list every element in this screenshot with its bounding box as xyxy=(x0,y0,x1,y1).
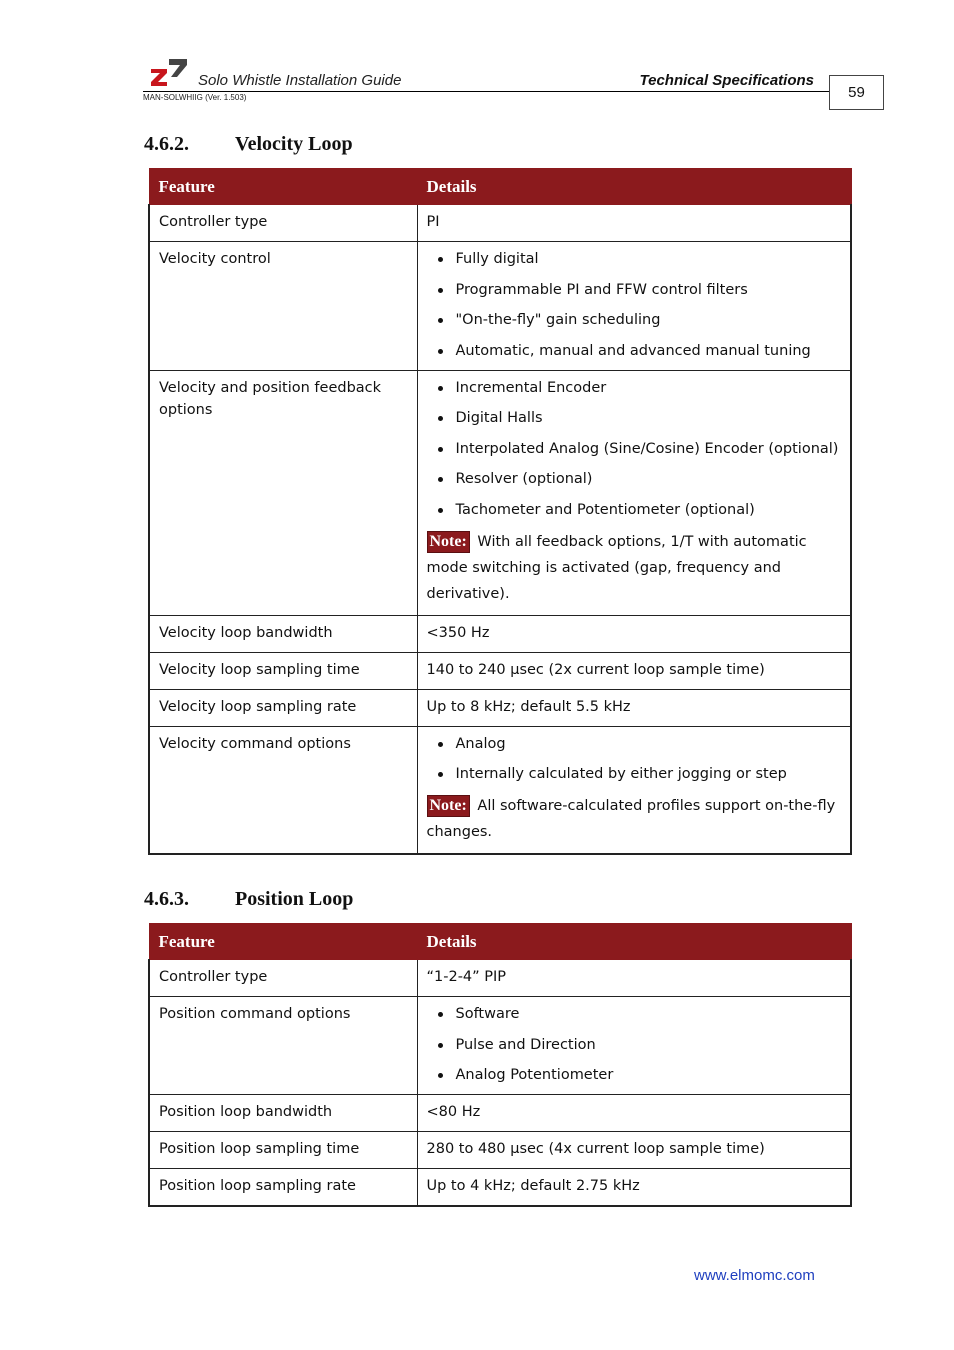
table-header-row xyxy=(149,169,851,205)
velocity-loop-heading xyxy=(144,133,353,156)
feature-cell: Velocity command options xyxy=(149,726,417,854)
table-row xyxy=(149,370,851,615)
table-row xyxy=(149,960,851,997)
table-row xyxy=(149,615,851,652)
column-header-feature: Feature xyxy=(149,169,417,205)
list-item: "On-the-fly" gain scheduling xyxy=(427,309,842,331)
feature-cell: Velocity loop sampling time xyxy=(149,652,417,689)
feature-cell: Velocity control xyxy=(149,242,417,371)
detail-cell xyxy=(417,997,851,1095)
list-item: Automatic, manual and advanced manual tuning xyxy=(427,340,842,362)
note-label: Note: xyxy=(427,531,470,553)
detail-cell: “1-2-4” PIP xyxy=(417,960,851,997)
bullet-list xyxy=(427,1003,842,1086)
table-row xyxy=(149,242,851,371)
feature-cell: Position loop sampling time xyxy=(149,1132,417,1169)
table-row xyxy=(149,689,851,726)
document-code: MAN-SOLWHIIG (Ver. 1.503) xyxy=(143,93,247,102)
bullet-list xyxy=(427,733,842,786)
elmo-logo-icon xyxy=(147,57,189,87)
detail-cell: Up to 8 kHz; default 5.5 kHz xyxy=(417,689,851,726)
section-number: 4.6.3. xyxy=(144,888,189,910)
velocity-loop-table xyxy=(148,168,852,855)
detail-cell xyxy=(417,726,851,854)
bullet-list xyxy=(427,377,842,521)
column-header-feature: Feature xyxy=(149,924,417,960)
detail-cell xyxy=(417,370,851,615)
table-row xyxy=(149,205,851,242)
position-loop-table xyxy=(148,923,852,1207)
feature-cell: Velocity loop bandwidth xyxy=(149,615,417,652)
feature-cell: Position command options xyxy=(149,997,417,1095)
section-number: 4.6.2. xyxy=(144,133,189,155)
document-title: Solo Whistle Installation Guide xyxy=(198,72,402,89)
feature-cell: Controller type xyxy=(149,205,417,242)
list-item: Internally calculated by either jogging or step xyxy=(427,763,842,785)
detail-cell: <350 Hz xyxy=(417,615,851,652)
feature-cell: Position loop bandwidth xyxy=(149,1095,417,1132)
section-name: Technical Specifications xyxy=(639,72,814,89)
table-row xyxy=(149,652,851,689)
note-text: All software-calculated profiles support on-the-fly changes. xyxy=(426,798,836,840)
detail-cell: 280 to 480 µsec (4x current loop sample time) xyxy=(417,1132,851,1169)
list-item: Incremental Encoder xyxy=(427,377,842,399)
column-header-details: Details xyxy=(417,169,851,205)
list-item: Pulse and Direction xyxy=(427,1034,842,1056)
table-row xyxy=(149,1095,851,1132)
list-item: Software xyxy=(427,1003,842,1025)
list-item: Analog Potentiometer xyxy=(427,1064,842,1086)
bullet-list xyxy=(427,248,842,362)
list-item: Analog xyxy=(427,733,842,755)
list-item: Programmable PI and FFW control filters xyxy=(427,279,842,301)
table-header-row xyxy=(149,924,851,960)
column-header-details: Details xyxy=(417,924,851,960)
note xyxy=(427,529,842,607)
note-label: Note: xyxy=(427,795,470,817)
header-rule xyxy=(143,91,829,92)
detail-cell: 140 to 240 µsec (2x current loop sample time) xyxy=(417,652,851,689)
section-title: Velocity Loop xyxy=(235,133,353,155)
table-row xyxy=(149,997,851,1095)
feature-cell: Position loop sampling rate xyxy=(149,1169,417,1207)
section-title: Position Loop xyxy=(235,888,354,910)
feature-cell: Velocity loop sampling rate xyxy=(149,689,417,726)
feature-cell: Controller type xyxy=(149,960,417,997)
table-row xyxy=(149,726,851,854)
note-text: With all feedback options, 1/T with automatic mode switching is activated (gap, frequency and derivative). xyxy=(426,533,807,602)
detail-cell: <80 Hz xyxy=(417,1095,851,1132)
table-row xyxy=(149,1132,851,1169)
table-row xyxy=(149,1169,851,1207)
list-item: Digital Halls xyxy=(427,407,842,429)
list-item: Fully digital xyxy=(427,248,842,270)
footer-website-link[interactable]: www.elmomc.com xyxy=(694,1267,815,1284)
detail-cell: Up to 4 kHz; default 2.75 kHz xyxy=(417,1169,851,1207)
page-number: 59 xyxy=(829,75,884,110)
detail-cell: PI xyxy=(417,205,851,242)
feature-cell: Velocity and position feedback options xyxy=(149,370,417,615)
list-item: Interpolated Analog (Sine/Cosine) Encoder (optional) xyxy=(427,438,842,460)
list-item: Resolver (optional) xyxy=(427,468,842,490)
note xyxy=(427,793,842,845)
list-item: Tachometer and Potentiometer (optional) xyxy=(427,499,842,521)
position-loop-heading xyxy=(144,888,353,911)
detail-cell xyxy=(417,242,851,371)
